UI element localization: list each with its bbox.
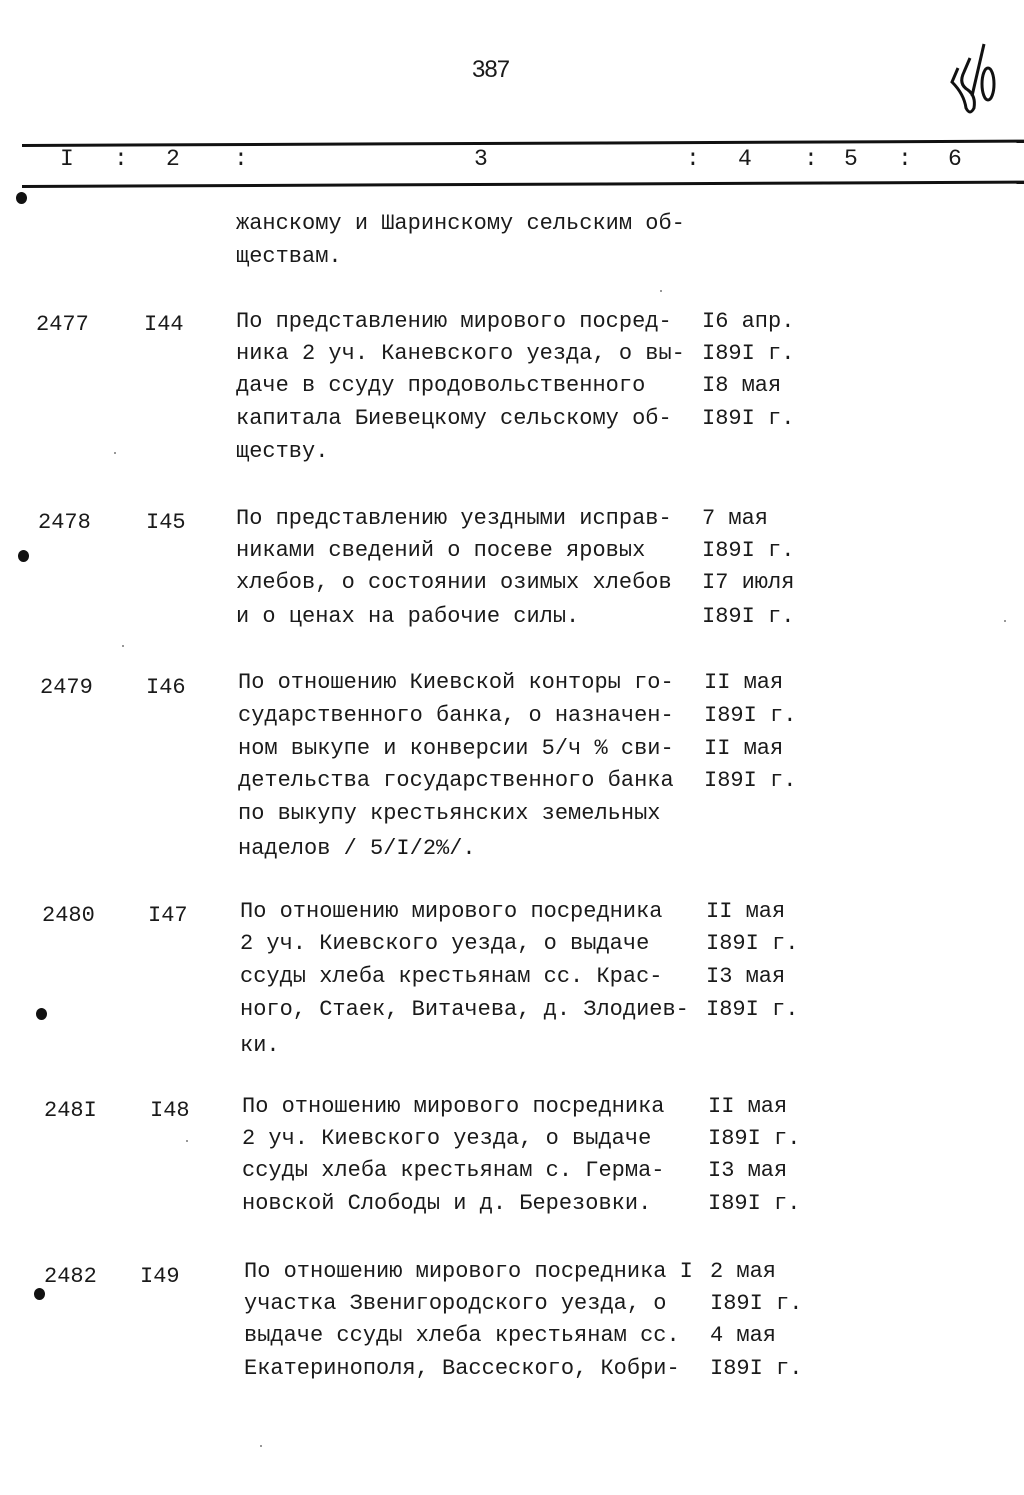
binder-hole-mark [18, 550, 29, 562]
description-line: ника 2 уч. Каневского уезда, о вы- [236, 341, 685, 366]
date-end-year: I89I г. [702, 604, 795, 629]
description-line: новской Слободы и д. Березовки. [242, 1191, 652, 1216]
scan-speck [114, 452, 116, 454]
folio-number: I49 [140, 1264, 180, 1289]
page-number: 387 [472, 56, 510, 83]
entry-number: 2479 [40, 675, 93, 700]
column-header-2: 2 [166, 146, 180, 172]
description-line: жанскому и Шаринскому сельским об- [236, 211, 685, 236]
folio-number: I44 [144, 312, 184, 337]
date-start: II мая [704, 670, 784, 695]
date-end-year: I89I г. [704, 768, 797, 793]
description-line: по выкупу крестьянских земельных [238, 801, 661, 826]
entry-number: 2477 [36, 312, 89, 337]
column-separator: : [898, 146, 912, 172]
description-line: участка Звенигородского уезда, о [244, 1291, 667, 1316]
date-start: II мая [708, 1094, 788, 1119]
description-line: По представлению мирового посред- [236, 309, 672, 334]
scan-speck [1004, 620, 1006, 622]
folio-number: I45 [146, 510, 186, 535]
entry-number: 2480 [42, 903, 95, 928]
date-end: 4 мая [710, 1323, 777, 1348]
date-start-year: I89I г. [710, 1291, 803, 1316]
description-line: ществам. [236, 244, 342, 269]
description-line: ссуды хлеба крестьянам сс. Крас- [240, 964, 663, 989]
column-separator: : [686, 146, 700, 172]
binder-hole-mark [16, 192, 27, 204]
date-start-year: I89I г. [702, 341, 795, 366]
description-line: Екатеринополя, Вассеского, Кобри- [244, 1356, 680, 1381]
description-line: и о ценах на рабочие силы. [236, 604, 580, 629]
scan-speck [260, 1445, 262, 1447]
description-line: ссуды хлеба крестьянам с. Герма- [242, 1158, 665, 1183]
date-end-year: I89I г. [708, 1191, 801, 1216]
description-line: наделов / 5/I/2%/. [238, 836, 476, 861]
date-start: I6 апр. [702, 309, 795, 334]
column-header-4: 4 [738, 146, 752, 172]
entry-number: 248I [44, 1098, 97, 1123]
date-end-year: I89I г. [702, 406, 795, 431]
description-line: ществу. [236, 439, 329, 464]
date-start-year: I89I г. [702, 538, 795, 563]
date-start-year: I89I г. [706, 931, 799, 956]
column-header-3: 3 [474, 146, 488, 172]
description-line: ного, Стаек, Витачева, д. Злодиев- [240, 997, 689, 1022]
description-line: По отношению мирового посредника I [244, 1259, 693, 1284]
description-line: даче в ссуду продовольственного [236, 373, 646, 398]
description-line: капитала Биевецкому сельскому об- [236, 406, 672, 431]
column-separator: : [234, 146, 248, 172]
description-line: 2 уч. Киевского уезда, о выдаче [242, 1126, 652, 1151]
date-end-year: I89I г. [710, 1356, 803, 1381]
description-line: 2 уч. Киевского уезда, о выдаче [240, 931, 650, 956]
date-start-year: I89I г. [708, 1126, 801, 1151]
entry-number: 2482 [44, 1264, 97, 1289]
description-line: По отношению мирового посредника [242, 1094, 665, 1119]
handwritten-folio-mark [944, 38, 1004, 118]
description-line: сударственного банка, о назначен- [238, 703, 674, 728]
column-separator: : [114, 146, 128, 172]
column-header-1: I [60, 146, 74, 172]
date-end: I8 мая [702, 373, 782, 398]
scan-speck [122, 645, 124, 647]
date-start: 7 мая [702, 506, 769, 531]
description-line: ки. [240, 1033, 280, 1058]
entry-number: 2478 [38, 510, 91, 535]
folio-number: I47 [148, 903, 188, 928]
description-line: детельства государственного банка [238, 768, 674, 793]
description-line: По представлению уездными исправ- [236, 506, 672, 531]
column-header-5: 5 [844, 146, 858, 172]
date-end: I7 июля [702, 570, 795, 595]
scan-speck [186, 1140, 188, 1142]
column-separator: : [804, 146, 818, 172]
date-end-year: I89I г. [706, 997, 799, 1022]
scan-speck [660, 290, 662, 292]
date-start: II мая [706, 899, 786, 924]
description-line: По отношению мирового посредника [240, 899, 663, 924]
binder-hole-mark [36, 1008, 47, 1020]
description-line: хлебов, о состоянии озимых хлебов [236, 570, 672, 595]
date-end: I3 мая [708, 1158, 788, 1183]
description-line: никами сведений о посеве яровых [236, 538, 646, 563]
date-start: 2 мая [710, 1259, 777, 1284]
binder-hole-mark [34, 1288, 45, 1300]
folio-number: I48 [150, 1098, 190, 1123]
folio-number: I46 [146, 675, 186, 700]
date-start-year: I89I г. [704, 703, 797, 728]
header-bottom-rule [22, 181, 1024, 188]
description-line: выдаче ссуды хлеба крестьянам сс. [244, 1323, 680, 1348]
description-line: По отношению Киевской конторы го- [238, 670, 674, 695]
description-line: ном выкупе и конверсии 5/ч % сви- [238, 736, 674, 761]
date-end: II мая [704, 736, 784, 761]
column-header-6: 6 [948, 146, 962, 172]
date-end: I3 мая [706, 964, 786, 989]
